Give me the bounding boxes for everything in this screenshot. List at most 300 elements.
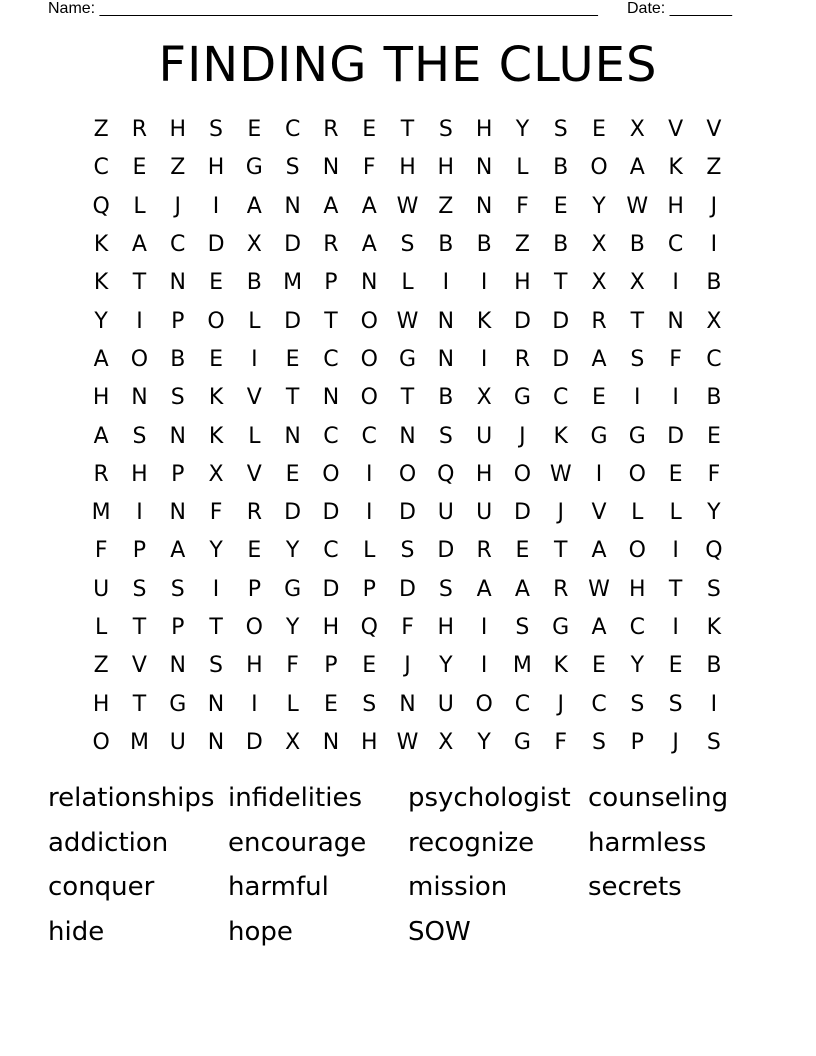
grid-letter[interactable]: A: [361, 193, 377, 219]
grid-letter[interactable]: T: [400, 117, 415, 143]
grid-letter[interactable]: I: [136, 500, 143, 526]
grid-letter[interactable]: S: [706, 576, 721, 602]
grid-letter[interactable]: X: [246, 232, 262, 258]
grid-letter[interactable]: T: [132, 691, 147, 717]
grid-letter[interactable]: U: [169, 729, 186, 755]
grid-letter[interactable]: E: [706, 423, 721, 449]
grid-letter[interactable]: H: [629, 576, 646, 602]
grid-letter[interactable]: S: [592, 729, 606, 755]
grid-letter[interactable]: D: [399, 576, 416, 602]
grid-letter[interactable]: E: [247, 117, 262, 143]
grid-letter[interactable]: O: [360, 385, 378, 411]
grid-letter[interactable]: V: [668, 117, 684, 143]
grid-letter[interactable]: K: [93, 232, 109, 258]
grid-letter[interactable]: O: [628, 461, 646, 487]
grid-letter[interactable]: E: [668, 461, 683, 487]
grid-letter[interactable]: F: [707, 461, 721, 487]
grid-letter[interactable]: H: [514, 270, 531, 296]
grid-letter[interactable]: I: [480, 346, 488, 372]
grid-letter[interactable]: N: [322, 155, 340, 181]
grid-letter[interactable]: N: [360, 270, 378, 296]
grid-letter[interactable]: T: [553, 538, 568, 564]
grid-letter[interactable]: L: [631, 500, 644, 526]
grid-letter[interactable]: Y: [285, 538, 300, 564]
grid-letter[interactable]: T: [132, 270, 147, 296]
grid-letter[interactable]: B: [476, 232, 492, 258]
grid-letter[interactable]: S: [438, 117, 453, 143]
grid-letter[interactable]: O: [398, 461, 417, 487]
grid-letter[interactable]: O: [360, 346, 378, 372]
grid-letter[interactable]: B: [553, 155, 569, 181]
grid-letter[interactable]: C: [361, 423, 377, 449]
grid-letter[interactable]: H: [360, 729, 378, 755]
grid-letter[interactable]: E: [515, 538, 530, 564]
grid-letter[interactable]: B: [553, 232, 569, 258]
grid-letter[interactable]: F: [94, 538, 108, 564]
grid-letter[interactable]: J: [672, 729, 679, 755]
grid-letter[interactable]: I: [212, 193, 220, 219]
grid-letter[interactable]: H: [169, 117, 187, 143]
grid-letter[interactable]: P: [362, 576, 376, 602]
grid-letter[interactable]: D: [437, 538, 455, 564]
grid-letter[interactable]: B: [706, 385, 722, 411]
grid-letter[interactable]: W: [396, 729, 419, 755]
grid-letter[interactable]: J: [174, 193, 181, 219]
grid-letter[interactable]: C: [93, 155, 109, 181]
grid-letter[interactable]: S: [209, 117, 224, 143]
grid-letter[interactable]: Y: [630, 653, 645, 679]
grid-letter[interactable]: D: [399, 500, 416, 526]
grid-letter[interactable]: I: [710, 691, 718, 717]
grid-letter[interactable]: G: [552, 615, 570, 640]
grid-letter[interactable]: H: [437, 155, 455, 181]
grid-letter[interactable]: O: [130, 346, 149, 372]
grid-letter[interactable]: O: [513, 461, 532, 487]
grid-letter[interactable]: Y: [592, 193, 606, 219]
grid-letter[interactable]: N: [169, 423, 186, 449]
grid-letter[interactable]: L: [95, 615, 108, 640]
grid-letter[interactable]: X: [208, 461, 224, 487]
grid-letter[interactable]: J: [557, 500, 564, 526]
grid-letter[interactable]: W: [396, 193, 419, 219]
grid-letter[interactable]: N: [131, 385, 148, 411]
grid-letter[interactable]: K: [208, 423, 224, 449]
grid-letter[interactable]: Z: [706, 155, 722, 181]
grid-letter[interactable]: C: [591, 691, 607, 717]
grid-letter[interactable]: B: [706, 653, 722, 679]
grid-letter[interactable]: M: [129, 729, 149, 755]
grid-letter[interactable]: E: [209, 270, 223, 296]
grid-letter[interactable]: N: [284, 193, 301, 219]
grid-letter[interactable]: U: [437, 691, 454, 717]
grid-letter[interactable]: I: [136, 308, 143, 334]
grid-letter[interactable]: T: [209, 615, 223, 640]
grid-letter[interactable]: P: [132, 538, 147, 564]
grid-letter[interactable]: U: [476, 423, 493, 449]
grid-letter[interactable]: R: [553, 576, 569, 602]
grid-letter[interactable]: N: [475, 193, 493, 219]
grid-letter[interactable]: U: [93, 576, 110, 602]
grid-letter[interactable]: E: [592, 117, 606, 143]
grid-letter[interactable]: S: [362, 691, 377, 717]
grid-letter[interactable]: S: [285, 155, 300, 181]
grid-letter[interactable]: G: [245, 155, 263, 181]
grid-letter[interactable]: F: [362, 155, 376, 181]
grid-letter[interactable]: R: [476, 538, 492, 564]
grid-letter[interactable]: R: [131, 117, 148, 143]
grid-letter[interactable]: V: [591, 500, 607, 526]
grid-letter[interactable]: O: [207, 308, 225, 334]
grid-letter[interactable]: C: [323, 423, 339, 449]
grid-letter[interactable]: N: [667, 308, 684, 334]
grid-letter[interactable]: A: [514, 576, 530, 602]
grid-letter[interactable]: K: [93, 270, 109, 296]
grid-letter[interactable]: G: [628, 423, 646, 449]
grid-letter[interactable]: E: [668, 653, 683, 679]
grid-letter[interactable]: W: [549, 461, 572, 487]
grid-letter[interactable]: H: [399, 155, 416, 181]
grid-letter[interactable]: A: [591, 538, 607, 564]
grid-letter[interactable]: E: [285, 461, 300, 487]
grid-letter[interactable]: I: [251, 346, 258, 372]
grid-letter[interactable]: I: [365, 461, 373, 487]
grid-letter[interactable]: J: [557, 691, 564, 717]
grid-letter[interactable]: O: [360, 308, 378, 334]
grid-letter[interactable]: G: [398, 346, 417, 372]
grid-letter[interactable]: Q: [360, 615, 378, 640]
grid-letter[interactable]: R: [93, 461, 109, 487]
grid-letter[interactable]: G: [284, 576, 302, 602]
grid-letter[interactable]: I: [672, 615, 679, 640]
grid-letter[interactable]: N: [169, 270, 186, 296]
grid-letter[interactable]: C: [323, 346, 339, 372]
grid-letter[interactable]: Q: [705, 538, 723, 564]
grid-letter[interactable]: N: [475, 155, 493, 181]
grid-letter[interactable]: L: [248, 423, 261, 449]
grid-letter[interactable]: W: [626, 193, 649, 219]
grid-letter[interactable]: V: [131, 653, 147, 679]
grid-letter[interactable]: A: [170, 538, 186, 564]
grid-letter[interactable]: S: [170, 385, 185, 411]
grid-letter[interactable]: V: [246, 385, 262, 411]
grid-letter[interactable]: D: [284, 500, 302, 526]
name-field-label[interactable]: Name: ________________________________________________________: [48, 0, 598, 17]
grid-letter[interactable]: K: [476, 308, 492, 334]
grid-letter[interactable]: Y: [477, 729, 491, 755]
grid-letter[interactable]: Y: [285, 615, 300, 640]
grid-letter[interactable]: I: [672, 270, 679, 296]
grid-letter[interactable]: D: [513, 308, 531, 334]
grid-letter[interactable]: F: [669, 346, 682, 372]
grid-letter[interactable]: Y: [209, 538, 223, 564]
grid-letter[interactable]: S: [438, 576, 453, 602]
grid-letter[interactable]: A: [93, 423, 109, 449]
grid-letter[interactable]: K: [553, 423, 568, 449]
grid-letter[interactable]: T: [132, 615, 147, 640]
grid-letter[interactable]: E: [553, 193, 568, 219]
grid-letter[interactable]: C: [629, 615, 645, 640]
grid-letter[interactable]: S: [706, 729, 721, 755]
grid-letter[interactable]: Z: [514, 232, 530, 258]
grid-letter[interactable]: I: [480, 653, 488, 679]
grid-letter[interactable]: N: [322, 729, 340, 755]
grid-letter[interactable]: K: [553, 653, 568, 679]
grid-letter[interactable]: U: [476, 500, 493, 526]
grid-letter[interactable]: I: [634, 385, 641, 411]
grid-letter[interactable]: X: [476, 385, 492, 411]
grid-letter[interactable]: L: [401, 270, 414, 296]
grid-letter[interactable]: D: [207, 232, 225, 258]
grid-letter[interactable]: N: [284, 423, 301, 449]
grid-letter[interactable]: S: [400, 232, 415, 258]
grid-letter[interactable]: N: [207, 729, 225, 755]
grid-letter[interactable]: E: [362, 117, 377, 143]
grid-letter[interactable]: F: [554, 729, 568, 755]
grid-letter[interactable]: Q: [92, 193, 110, 219]
grid-letter[interactable]: I: [365, 500, 373, 526]
grid-letter[interactable]: S: [209, 653, 224, 679]
grid-letter[interactable]: S: [170, 576, 185, 602]
grid-letter[interactable]: S: [438, 423, 453, 449]
grid-letter[interactable]: H: [475, 117, 493, 143]
grid-letter[interactable]: I: [710, 232, 718, 258]
grid-letter[interactable]: Z: [438, 193, 454, 219]
grid-letter[interactable]: L: [286, 691, 299, 717]
grid-letter[interactable]: M: [91, 500, 111, 526]
grid-letter[interactable]: K: [668, 155, 683, 181]
grid-letter[interactable]: C: [514, 691, 531, 717]
grid-letter[interactable]: C: [667, 232, 684, 258]
grid-letter[interactable]: X: [591, 232, 607, 258]
grid-letter[interactable]: C: [553, 385, 569, 411]
header: [0, 0, 816, 20]
grid-letter[interactable]: C: [323, 538, 339, 564]
grid-letter[interactable]: E: [362, 653, 377, 679]
grid-letter[interactable]: O: [590, 155, 608, 181]
grid-letter[interactable]: I: [251, 691, 258, 717]
grid-letter[interactable]: X: [629, 270, 645, 296]
grid-letter[interactable]: B: [170, 346, 186, 372]
grid-letter[interactable]: G: [590, 423, 608, 449]
grid-letter[interactable]: B: [706, 270, 722, 296]
grid-letter[interactable]: E: [592, 385, 606, 411]
grid-letter[interactable]: H: [92, 691, 110, 717]
word-list-item: psychologist: [408, 783, 571, 813]
grid-letter[interactable]: X: [706, 308, 722, 334]
grid-letter[interactable]: P: [324, 270, 338, 296]
grid-letter[interactable]: I: [212, 576, 220, 602]
grid-letter[interactable]: H: [92, 385, 110, 411]
grid-letter[interactable]: W: [396, 308, 419, 334]
grid-letter[interactable]: L: [133, 193, 146, 219]
grid-letter[interactable]: R: [323, 232, 339, 258]
grid-letter[interactable]: E: [132, 155, 147, 181]
grid-letter[interactable]: I: [672, 538, 679, 564]
grid-letter[interactable]: P: [247, 576, 261, 602]
grid-letter[interactable]: N: [207, 691, 225, 717]
grid-letter[interactable]: Z: [93, 117, 109, 143]
grid-letter[interactable]: T: [668, 576, 683, 602]
grid-letter[interactable]: E: [247, 538, 262, 564]
grid-letter[interactable]: A: [131, 232, 147, 258]
grid-letter[interactable]: A: [93, 346, 109, 372]
grid-letter[interactable]: N: [437, 308, 455, 334]
grid-letter[interactable]: A: [476, 576, 492, 602]
grid-letter[interactable]: N: [322, 385, 340, 411]
grid-letter[interactable]: G: [513, 385, 531, 411]
grid-letter[interactable]: A: [361, 232, 377, 258]
grid-letter[interactable]: R: [514, 346, 531, 372]
grid-letter[interactable]: T: [553, 270, 568, 296]
grid-letter[interactable]: N: [437, 346, 455, 372]
grid-letter[interactable]: Y: [515, 117, 530, 143]
page-title: FINDING THE CLUES: [158, 37, 658, 93]
grid-letter[interactable]: J: [710, 193, 718, 219]
grid-letter[interactable]: T: [285, 385, 300, 411]
grid-letter[interactable]: S: [630, 691, 645, 717]
grid-letter[interactable]: U: [437, 500, 454, 526]
grid-letter[interactable]: P: [630, 729, 644, 755]
grid-letter[interactable]: Q: [437, 461, 455, 487]
grid-letter[interactable]: Z: [170, 155, 186, 181]
grid-letter[interactable]: O: [628, 538, 646, 564]
grid-letter[interactable]: D: [552, 308, 570, 334]
grid-letter[interactable]: S: [132, 423, 147, 449]
grid-letter[interactable]: F: [209, 500, 223, 526]
grid-letter[interactable]: S: [553, 117, 568, 143]
grid-letter[interactable]: S: [400, 538, 415, 564]
grid-letter[interactable]: W: [588, 576, 610, 602]
grid-letter[interactable]: N: [399, 423, 416, 449]
grid-letter[interactable]: J: [404, 653, 411, 679]
grid-letter[interactable]: P: [171, 308, 185, 334]
grid-letter[interactable]: X: [438, 729, 454, 755]
grid-letter[interactable]: E: [209, 346, 223, 372]
grid-letter[interactable]: A: [591, 615, 607, 640]
grid-letter[interactable]: D: [513, 500, 531, 526]
grid-letter[interactable]: I: [672, 385, 679, 411]
grid-letter[interactable]: O: [245, 615, 263, 640]
grid-letter[interactable]: S: [515, 615, 530, 640]
grid-letter[interactable]: J: [519, 423, 526, 449]
grid-letter[interactable]: H: [475, 461, 493, 487]
grid-letter[interactable]: M: [512, 653, 532, 679]
grid-letter[interactable]: L: [516, 155, 529, 181]
grid-letter[interactable]: D: [322, 500, 340, 526]
grid-letter[interactable]: C: [284, 117, 301, 143]
grid-letter[interactable]: K: [208, 385, 224, 411]
grid-letter[interactable]: M: [283, 270, 303, 296]
grid-letter[interactable]: D: [322, 576, 340, 602]
date-field-label[interactable]: Date: _______: [627, 0, 732, 17]
grid-letter[interactable]: B: [438, 232, 454, 258]
grid-letter[interactable]: Y: [94, 308, 108, 334]
grid-letter[interactable]: H: [246, 653, 263, 679]
grid-letter[interactable]: D: [245, 729, 263, 755]
word-list-item: conquer: [48, 872, 155, 902]
grid-letter[interactable]: B: [629, 232, 645, 258]
grid-letter[interactable]: S: [668, 691, 683, 717]
grid-letter[interactable]: P: [171, 615, 185, 640]
grid-letter[interactable]: L: [363, 538, 376, 564]
grid-letter[interactable]: S: [132, 576, 147, 602]
grid-letter[interactable]: C: [706, 346, 722, 372]
grid-letter[interactable]: R: [323, 117, 339, 143]
grid-letter[interactable]: I: [595, 461, 603, 487]
grid-letter[interactable]: Z: [93, 653, 109, 679]
grid-letter[interactable]: P: [171, 461, 185, 487]
grid-letter[interactable]: A: [246, 193, 262, 219]
grid-letter[interactable]: H: [437, 615, 455, 640]
grid-letter[interactable]: F: [401, 615, 414, 640]
grid-letter[interactable]: O: [92, 729, 110, 755]
grid-letter[interactable]: A: [323, 193, 339, 219]
grid-letter[interactable]: B: [438, 385, 454, 411]
grid-letter[interactable]: O: [322, 461, 340, 487]
grid-letter[interactable]: E: [323, 691, 338, 717]
grid-letter[interactable]: T: [324, 308, 338, 334]
grid-letter[interactable]: F: [286, 653, 299, 679]
grid-letter[interactable]: E: [285, 346, 300, 372]
grid-letter[interactable]: A: [591, 346, 607, 372]
grid-letter[interactable]: D: [284, 308, 302, 334]
grid-letter[interactable]: H: [131, 461, 148, 487]
grid-letter[interactable]: X: [285, 729, 301, 755]
word-list-item: secrets: [588, 872, 682, 902]
grid-letter[interactable]: D: [667, 423, 685, 449]
grid-letter[interactable]: G: [169, 691, 187, 717]
grid-letter[interactable]: C: [170, 232, 186, 258]
grid-letter[interactable]: L: [248, 308, 261, 334]
grid-letter[interactable]: X: [591, 270, 607, 296]
grid-letter[interactable]: R: [246, 500, 262, 526]
grid-letter[interactable]: F: [516, 193, 529, 219]
grid-letter[interactable]: B: [246, 270, 262, 296]
grid-letter[interactable]: I: [480, 270, 488, 296]
grid-letter[interactable]: N: [169, 500, 186, 526]
grid-letter[interactable]: S: [630, 346, 645, 372]
grid-letter[interactable]: G: [513, 729, 531, 755]
grid-letter[interactable]: T: [400, 385, 415, 411]
grid-letter[interactable]: E: [592, 653, 606, 679]
grid-letter[interactable]: P: [324, 653, 338, 679]
word-list-item: infidelities: [228, 783, 362, 813]
grid-letter[interactable]: A: [629, 155, 645, 181]
grid-letter[interactable]: I: [480, 615, 488, 640]
grid-letter[interactable]: O: [475, 691, 493, 717]
word-list-item: hope: [228, 916, 293, 947]
grid-letter[interactable]: N: [169, 653, 186, 679]
grid-letter[interactable]: L: [669, 500, 682, 526]
grid-letter[interactable]: X: [629, 117, 645, 143]
grid-letter[interactable]: N: [399, 691, 416, 717]
grid-letter[interactable]: D: [552, 346, 570, 372]
grid-letter[interactable]: H: [667, 193, 684, 219]
grid-letter[interactable]: V: [706, 117, 722, 143]
grid-letter[interactable]: T: [630, 308, 645, 334]
grid-letter[interactable]: K: [706, 615, 722, 640]
grid-letter[interactable]: D: [284, 232, 302, 258]
grid-letter[interactable]: H: [322, 615, 340, 640]
grid-letter[interactable]: I: [442, 270, 450, 296]
grid-letter[interactable]: R: [591, 308, 607, 334]
grid-letter[interactable]: Y: [707, 500, 721, 526]
grid-letter[interactable]: V: [246, 461, 262, 487]
grid-letter[interactable]: H: [207, 155, 225, 181]
grid-letter[interactable]: Y: [439, 653, 453, 679]
word-list-item: relationships: [48, 783, 215, 813]
word-list-item: recognize: [408, 827, 535, 858]
